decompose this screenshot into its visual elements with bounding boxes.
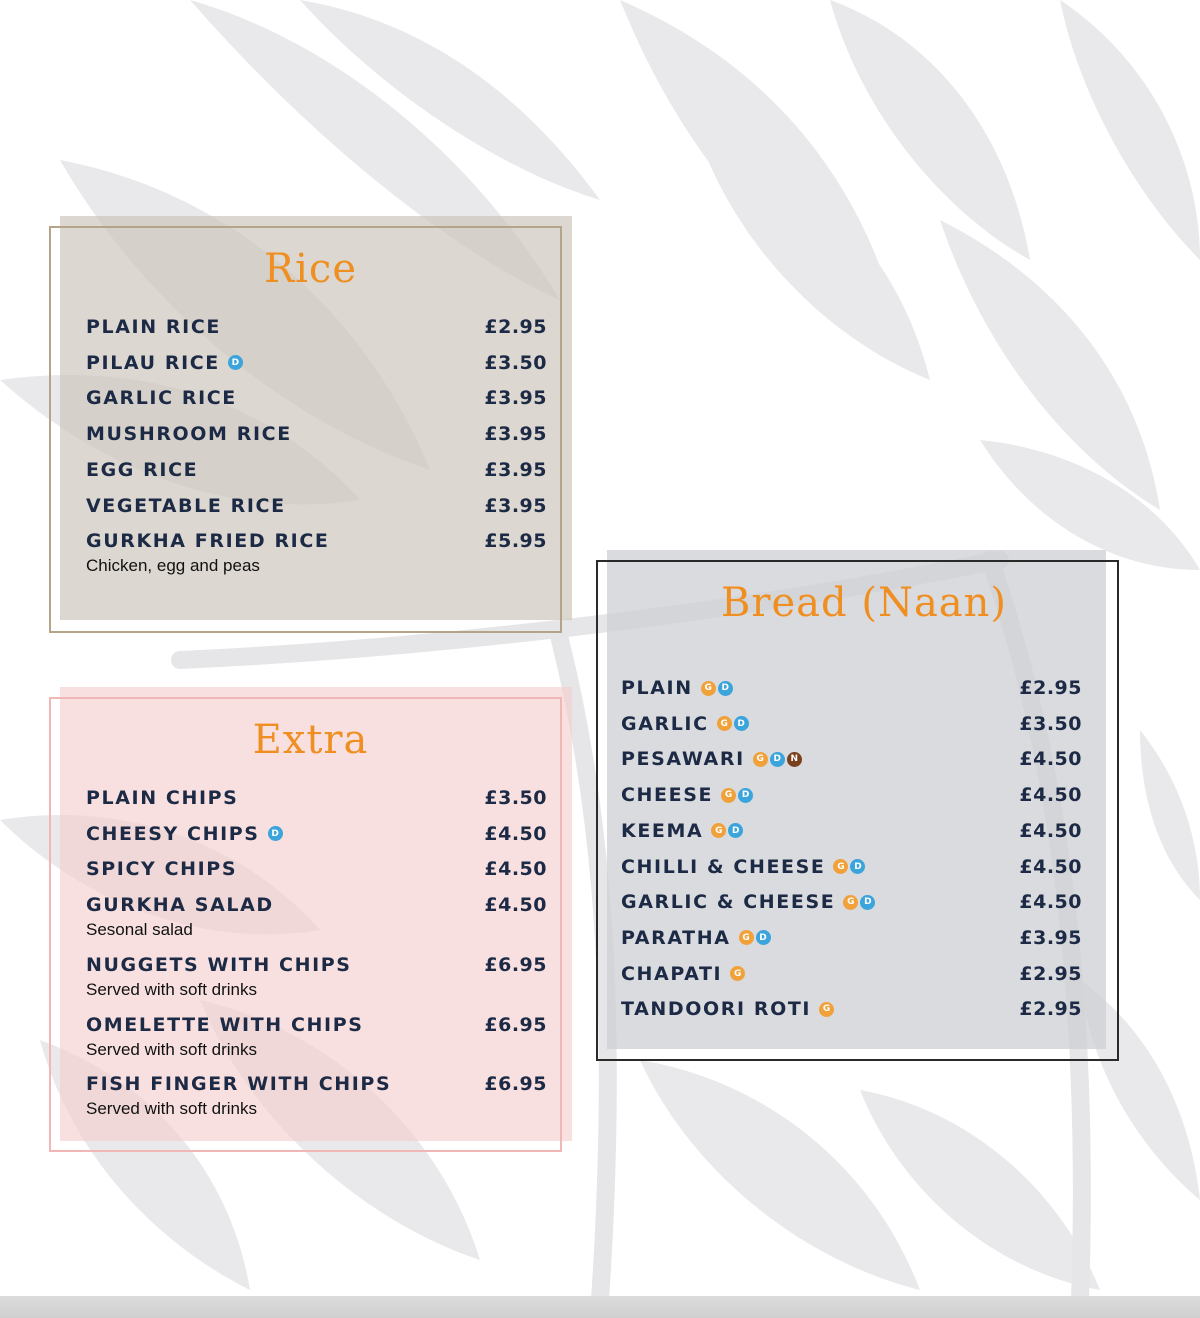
menu-item-description: Served with soft drinks	[86, 1099, 258, 1119]
badge-n-icon: N	[787, 752, 802, 767]
menu-item-name-text: SPICY CHIPS	[86, 858, 238, 881]
menu-item-price: £3.50	[484, 351, 547, 374]
menu-item	[86, 495, 547, 525]
menu-item-name-text: EGG RICE	[86, 458, 199, 481]
menu-item	[621, 748, 1082, 778]
menu-item-name	[86, 423, 292, 445]
menu-item-name-text: KEEMA	[621, 819, 704, 842]
menu-item	[86, 316, 547, 346]
menu-item-name	[621, 856, 865, 878]
menu-item	[86, 953, 547, 999]
menu-item-price: £3.50	[1019, 712, 1082, 735]
menu-item	[86, 823, 547, 853]
badge-g-icon: G	[701, 681, 716, 696]
menu-item-name	[86, 1014, 364, 1036]
menu-item	[621, 856, 1082, 886]
menu-item-price: £3.95	[484, 494, 547, 517]
badge-d-icon: D	[228, 355, 243, 370]
menu-item-name	[86, 352, 243, 374]
menu-item	[86, 1073, 547, 1119]
menu-item-name-text: PILAU RICE	[86, 351, 220, 374]
menu-item-name-text: PLAIN	[621, 677, 693, 699]
bottom-bar	[0, 1296, 1200, 1318]
dietary-badges	[228, 355, 243, 370]
badge-g-icon: G	[717, 716, 732, 731]
menu-item-name-text: CHAPATI	[621, 962, 723, 985]
menu-item-name	[621, 748, 802, 770]
dietary-badges	[819, 1002, 834, 1017]
menu-item-price: £4.50	[484, 822, 547, 845]
menu-item-price: £3.95	[1019, 926, 1082, 949]
dietary-badges	[721, 788, 753, 803]
menu-item-name-text: TANDOORI ROTI	[621, 998, 812, 1021]
dietary-badges	[268, 826, 283, 841]
bread-section	[596, 550, 1120, 1062]
menu-item-name-text: GARLIC RICE	[86, 387, 237, 410]
menu-item-price: £5.95	[484, 530, 547, 553]
menu-item	[86, 530, 547, 576]
badge-d-icon: D	[268, 826, 283, 841]
menu-item-price: £4.50	[1019, 891, 1082, 914]
menu-item-description: Sesonal salad	[86, 920, 193, 940]
menu-item-name-text: VEGETABLE RICE	[86, 494, 286, 517]
badge-g-icon: G	[730, 966, 745, 981]
menu-item-price: £4.50	[1019, 819, 1082, 842]
menu-item-name	[86, 316, 221, 338]
menu-item-name	[86, 459, 198, 481]
badge-g-icon: G	[753, 752, 768, 767]
menu-item-price: £3.95	[484, 423, 547, 446]
menu-item-name	[86, 858, 237, 880]
badge-g-icon: G	[739, 930, 754, 945]
extra-section-title: Extra	[252, 717, 369, 763]
badge-d-icon: D	[728, 823, 743, 838]
dietary-badges	[730, 966, 745, 981]
badge-d-icon: D	[734, 716, 749, 731]
menu-item	[621, 677, 1082, 707]
dietary-badges	[843, 895, 875, 910]
menu-item-name	[621, 713, 749, 735]
menu-item-name-text: FISH FINGER WITH CHIPS	[86, 1073, 392, 1096]
menu-item-price: £4.50	[1019, 784, 1082, 807]
menu-item	[621, 963, 1082, 993]
menu-item-price: £3.50	[484, 787, 547, 809]
menu-item-price: £3.95	[484, 458, 547, 481]
menu-item-price: £4.50	[484, 894, 547, 917]
menu-item-name	[621, 820, 743, 842]
menu-item-name-text: PLAIN RICE	[86, 316, 221, 338]
badge-d-icon: D	[860, 895, 875, 910]
menu-item-price: £2.95	[484, 316, 547, 338]
menu-item-name-text: PESAWARI	[621, 748, 745, 771]
menu-item-name-text: GARLIC	[621, 712, 709, 735]
menu-item-name	[621, 998, 834, 1020]
menu-item	[621, 713, 1082, 743]
badge-g-icon: G	[721, 788, 736, 803]
menu-item-name	[621, 784, 753, 806]
rice-section	[49, 216, 572, 634]
rice-section-title: Rice	[264, 246, 357, 292]
menu-item-name-text: CHEESY CHIPS	[86, 822, 260, 845]
menu-item-name	[86, 954, 352, 976]
menu-item	[621, 820, 1082, 850]
menu-item-description: Chicken, egg and peas	[86, 556, 260, 576]
badge-d-icon: D	[850, 859, 865, 874]
menu-item-name	[86, 823, 283, 845]
dietary-badges	[717, 716, 749, 731]
menu-item	[621, 927, 1082, 957]
menu-item-name-text: OMELETTE WITH CHIPS	[86, 1013, 364, 1036]
menu-item-price: £3.95	[484, 387, 547, 410]
menu-item-name-text: PARATHA	[621, 926, 731, 949]
menu-item-price: £6.95	[484, 1013, 547, 1036]
menu-item-price: £2.95	[1019, 677, 1082, 699]
menu-item-name	[621, 927, 771, 949]
menu-item-price: £4.50	[1019, 855, 1082, 878]
menu-item-name	[621, 891, 875, 913]
menu-item	[621, 891, 1082, 921]
badge-d-icon: D	[738, 788, 753, 803]
dietary-badges	[711, 823, 743, 838]
menu-item-name-text: NUGGETS WITH CHIPS	[86, 953, 352, 976]
menu-item-name	[86, 1073, 391, 1095]
dietary-badges	[833, 859, 865, 874]
badge-g-icon: G	[833, 859, 848, 874]
menu-item-price: £2.95	[1019, 998, 1082, 1021]
menu-item-name	[86, 530, 329, 552]
menu-item-name-text: GURKHA SALAD	[86, 894, 274, 917]
bread-section-title: Bread (Naan)	[720, 580, 1008, 626]
badge-d-icon: D	[770, 752, 785, 767]
menu-item	[621, 784, 1082, 814]
badge-g-icon: G	[819, 1002, 834, 1017]
badge-d-icon: D	[718, 681, 733, 696]
badge-g-icon: G	[711, 823, 726, 838]
menu-item-name-text: GURKHA FRIED RICE	[86, 530, 330, 553]
menu-item-name-text: PLAIN CHIPS	[86, 787, 239, 809]
menu-item-name	[621, 677, 733, 699]
menu-item-price: £2.95	[1019, 962, 1082, 985]
badge-g-icon: G	[843, 895, 858, 910]
menu-item-name-text: CHEESE	[621, 784, 714, 807]
menu-item	[86, 894, 547, 940]
dietary-badges	[753, 752, 802, 767]
menu-item-description: Served with soft drinks	[86, 1039, 258, 1059]
menu-item-name-text: MUSHROOM RICE	[86, 423, 292, 446]
menu-item-name	[86, 894, 274, 916]
menu-item-name-text: CHILLI & CHEESE	[621, 855, 826, 878]
menu-item-name-text: GARLIC & CHEESE	[621, 891, 836, 914]
menu-item	[86, 352, 547, 382]
menu-item-price: £6.95	[484, 953, 547, 976]
menu-item-price: £4.50	[1019, 748, 1082, 771]
menu-item	[86, 423, 547, 453]
dietary-badges	[739, 930, 771, 945]
badge-d-icon: D	[756, 930, 771, 945]
menu-item-price: £6.95	[484, 1073, 547, 1096]
menu-item-price: £4.50	[484, 858, 547, 881]
dietary-badges	[701, 681, 733, 696]
menu-item	[621, 998, 1082, 1028]
menu-item-name	[621, 963, 745, 985]
menu-item	[86, 787, 547, 817]
menu-item-name	[86, 495, 286, 517]
menu-item-description: Served with soft drinks	[86, 979, 258, 999]
menu-item	[86, 858, 547, 888]
menu-item-name	[86, 787, 238, 809]
extra-section	[49, 687, 572, 1153]
menu-item-name	[86, 387, 237, 409]
menu-item	[86, 1013, 547, 1059]
menu-item	[86, 387, 547, 417]
menu-item	[86, 459, 547, 489]
